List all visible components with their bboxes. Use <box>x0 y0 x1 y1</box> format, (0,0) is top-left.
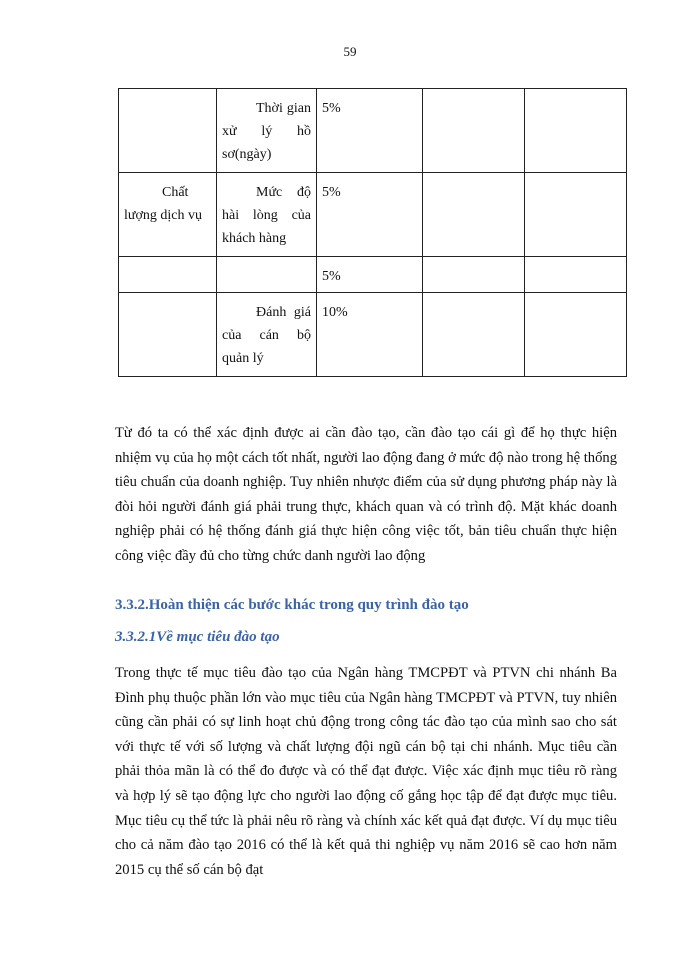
table-cell <box>423 293 525 377</box>
table-cell <box>119 293 217 377</box>
section-heading: 3.3.2.Hoàn thiện các bước khác trong quy trình đào tạo <box>115 597 469 613</box>
table-cell: Mức độ hài lòng của khách hàng <box>217 173 317 257</box>
table-cell: 5% <box>317 89 423 173</box>
table-cell: 5% <box>317 173 423 257</box>
subsection-heading: 3.3.2.1Về mục tiêu đào tạo <box>115 629 280 645</box>
table-cell <box>119 89 217 173</box>
table-cell: 10% <box>317 293 423 377</box>
table-cell <box>525 293 627 377</box>
page-number: 59 <box>343 44 357 59</box>
table-cell <box>525 257 627 293</box>
table-cell <box>119 257 217 293</box>
table-cell <box>217 257 317 293</box>
evaluation-criteria-table <box>118 88 627 377</box>
body-paragraph: Trong thực tế mục tiêu đào tạo của Ngân hàng TMCPĐT và PTVN chi nhánh Ba Đình phụ thuộc phần lớn vào mục tiêu của Ngân hàng TMCPĐT và PTVN, tuy nhiên cũng cần phải có sự linh hoạt chủ động trong công tác đào tạo của mình sao cho sát với thực tế với số lượng và chất lượng đội ngũ cán bộ tại chi nhánh. Mục tiêu cần phải thỏa mãn là có thể đo được và có thể đạt được. Việc xác định mục tiêu rõ ràng và hợp lý sẽ tạo động lực cho người lao động cố gắng học tập để đạt được mục tiêu. Mục tiêu cụ thể tức là phải nêu rõ ràng và chính xác kết quả đạt được. Ví dụ mục tiêu cho cả năm đào tạo 2016 có thể là kết quả thi nghiệp vụ năm 2016 sẽ cao hơn năm 2015 cụ thể số cán bộ đạt <box>115 665 617 878</box>
table-cell <box>423 173 525 257</box>
table-cell <box>423 257 525 293</box>
body-paragraph: Từ đó ta có thể xác định được ai cần đào tạo, cần đào tạo cái gì để họ thực hiện nhiệm vụ của họ một cách tốt nhất, người lao động đang ở mức độ nào trong hệ thống tiêu chuẩn của doanh nghiệp. Tuy nhiên nhược điểm của sử dụng phương pháp này là đòi hỏi người đánh giá phải trung thực, khách quan và có trình độ. Mặt khác doanh nghiệp phải có hệ thống đánh giá thực hiện công việc tốt, bản tiêu chuẩn thực hiện công việc đầy đủ cho từng chức danh người lao động <box>115 425 617 564</box>
table-cell: 5% <box>317 257 423 293</box>
table-cell: Thời gian xử lý hồ sơ(ngày) <box>217 89 317 173</box>
table-row <box>119 293 627 377</box>
table-cell: Chất lượng dịch vụ <box>119 173 217 257</box>
table-cell: Đánh giá của cán bộ quản lý <box>217 293 317 377</box>
table-row <box>119 89 627 173</box>
table-cell <box>423 89 525 173</box>
table-row <box>119 173 627 257</box>
table-row <box>119 257 627 293</box>
table-cell <box>525 89 627 173</box>
table-cell <box>525 173 627 257</box>
